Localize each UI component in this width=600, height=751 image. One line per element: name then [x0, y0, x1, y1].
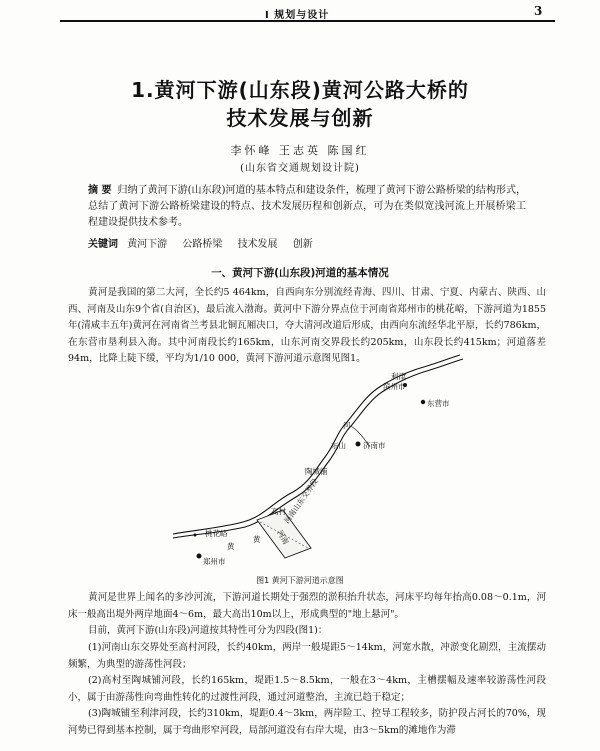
paragraph [68, 640, 546, 673]
keyword: 黄河下游 [127, 239, 168, 250]
map-label-huang-1: 黄 [227, 542, 235, 551]
map-label-binzhou: 滨州市 [383, 382, 406, 391]
figure-caption: 图1 黄河下游河道示意图 [256, 576, 344, 585]
city-dot-taohuayu [194, 534, 197, 537]
abstract [88, 183, 526, 231]
abstract-text: 归纳了黄河下游(山东段)河道的基本特点和建设条件，梳理了黄河下游公路桥梁的结构形式，总结了黄河下游公路桥梁建设的特点、技术发展历程和创新点，可为在类似宽浅河流上开展桥梁工程建设提供技术参考。 [88, 185, 526, 228]
city-dot-dongying [421, 400, 425, 404]
paragraph-text: 黄河是我国的第二大河，全长约5 464km，自西向东分别流经青海、四川、甘肃、宁夏、内蒙古、陕西、山西、河南及山东9个省(自治区)，最后流入渤海。黄河中下游分界点位于河南省郑州市的桃花峪，下游河道为1855年(清咸丰五年)黄河在河南省兰考县北铜瓦厢决口，夺大清河改道后形成，由西向东流经华北平原，长约786km，在东营市垦利县入海。其中河南段长约165km，山东河南交界段长约205km，山东段长约415km；河道落差94m，比降上陡下缓，平均为1/10 000，黄河下游河道示意图见图1。 [68, 287, 546, 364]
paragraph-text: (1)河南山东交界处至高村河段，长约40km，两岸一般堤距5～14km，河宽水散，冲淤变化剧烈，主流摆动频繁，为典型的游荡性河段； [68, 642, 546, 670]
map-label-huang-2: 黄 [253, 535, 261, 544]
map-label-taohuayu: 桃花峪 [205, 529, 228, 538]
keywords-label: 关键词 [88, 239, 118, 250]
map-label-lijin: 利津 [391, 372, 406, 381]
paragraph [68, 673, 546, 706]
abstract-label: 摘 要 [88, 185, 112, 196]
map-label-he: 河 [343, 421, 351, 430]
page-number: 3 [534, 4, 543, 18]
paragraph [68, 706, 546, 739]
paragraph-text: 黄河是世界上闻名的多沙河流，下游河道长期处于强烈的淤积抬升状态，河床平均每年抬高0.08～0.1m，河床一般高出堤外两岸地面4～6m，最大高出10m以上，形成典型的"地上悬河"。 [68, 592, 546, 620]
header-rule [60, 20, 555, 22]
map-label-dongshan: 东山 [331, 441, 346, 450]
paragraph-text: (2)高村至陶城铺河段，长约165km，堤距1.5～8.5km，一般在3～4km，主槽摆幅及速率较游荡性河段小，属于由游荡性向弯曲性转化的过渡性河段，通过河道整治，主流已趋于稳定； [68, 675, 546, 703]
authors: 李怀峰 王志英 陈国红 [230, 144, 370, 157]
paragraph-text: 目前，黄河下游(山东段)河道按其特性可分为四段(图1)： [88, 625, 328, 636]
map-label-zhengzhou: 郑州市 [203, 557, 226, 566]
running-header-section: Ⅰ 规划与设计 [265, 10, 330, 21]
map-label-jinan: 济南市 [363, 441, 386, 450]
keywords [88, 235, 526, 250]
river-map-figure [165, 352, 465, 574]
section-heading: 一、黄河下游(山东段)河道的基本情况 [211, 267, 389, 279]
river-channel-lower [173, 359, 463, 538]
keyword: 技术发展 [237, 239, 278, 250]
title-line-1: 1.黄河下游(山东段)黄河公路大桥的 [131, 78, 469, 102]
paragraph [68, 623, 546, 640]
map-label-border-1: 河南 [275, 528, 291, 546]
map-label-dongying: 东营市 [427, 399, 450, 408]
affiliation: (山东省交通规划设计院) [240, 163, 360, 174]
map-label-gaocun: 高村 [271, 507, 286, 516]
map-label-border-2: 河南山东交界段 [282, 476, 320, 526]
keyword: 创新 [292, 239, 313, 250]
river-channel-upper [173, 355, 460, 534]
keyword: 公路桥梁 [182, 239, 223, 250]
paragraph [68, 590, 546, 623]
title-line-2: 技术发展与创新 [226, 106, 374, 130]
city-dot-zhengzhou [197, 554, 202, 559]
city-dot-jinan [356, 442, 361, 447]
paragraph-text: (3)陶城铺至利津河段，长约310km，堤距0.4～3km，两岸险工、控导工程较多，防护段占河长的70%，现河势已得到基本控制，属于弯曲形窄河段，局部河道没有右岸大堤，由3～5km的滩地作为滞 [68, 708, 546, 736]
map-label-taocheng: 陶城铺 [305, 467, 328, 476]
